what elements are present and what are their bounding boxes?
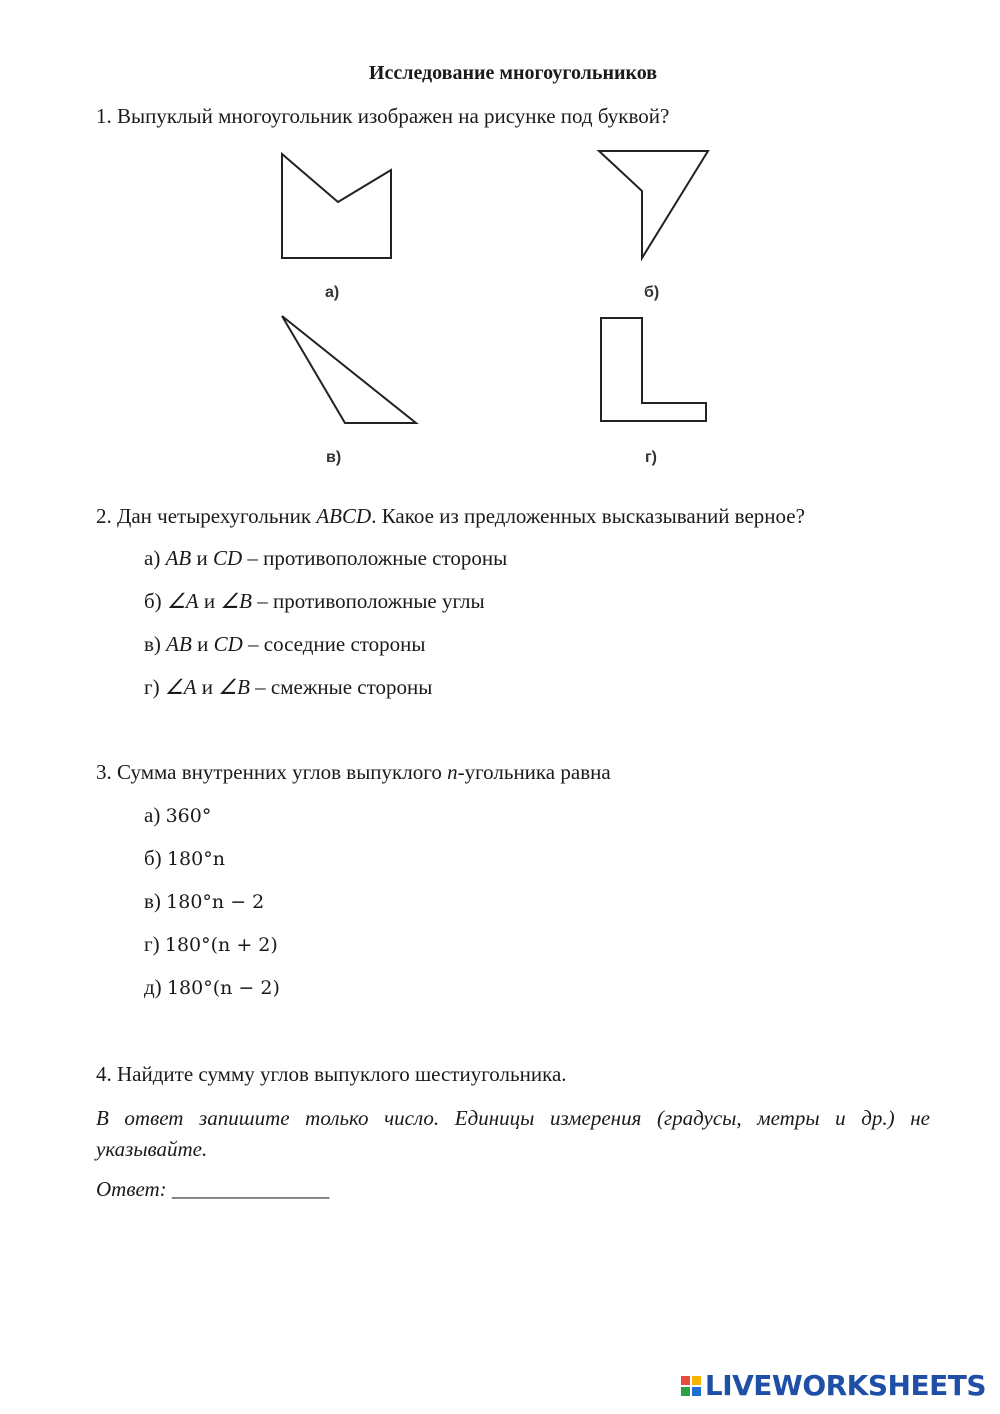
figure-b-concave-quadrilateral <box>599 151 708 258</box>
question-4-text: 4. Найдите сумму углов выпуклого шестиугольника. <box>96 1062 567 1086</box>
figure-g-l-shape <box>601 318 706 421</box>
worksheet-title: Исследование многоугольников <box>368 62 658 84</box>
question-3-option-b: б) 180°n <box>144 846 225 870</box>
figure-v-triangle <box>282 316 416 423</box>
figure-label-v: в) <box>326 449 342 466</box>
question-4-instruction: В ответ запишите только число. Единицы измерения (градусы, метры и др.) не указывайте. <box>96 1106 930 1161</box>
question-3-pre: 3. Сумма внутренних углов выпуклого <box>96 760 448 784</box>
logo-square-red <box>681 1376 690 1385</box>
logo-square-blue <box>692 1387 701 1396</box>
liveworksheets-logo-text: LIVEWORKSHEETS <box>704 1369 986 1402</box>
question-2-option-a: а) AB и CD – противоположные стороны <box>144 546 508 570</box>
question-1-text: 1. Выпуклый многоугольник изображен на рисунке под буквой? <box>96 104 670 128</box>
question-3-var: n <box>447 760 458 784</box>
quadrilateral-name: ABCD <box>316 504 372 528</box>
liveworksheets-logo <box>681 1369 986 1402</box>
question-2-option-v: в) AB и CD – соседние стороны <box>144 632 426 656</box>
question-2-text <box>96 504 805 529</box>
answer-line[interactable] <box>96 1177 329 1202</box>
question-2-option-b: б) ∠A и ∠B – противоположные углы <box>144 589 485 613</box>
figure-label-a: а) <box>325 284 340 301</box>
logo-square-green <box>681 1387 690 1396</box>
question-3-option-a: а) 360° <box>144 803 212 827</box>
question-3-option-d: д) 180°(n − 2) <box>144 975 280 999</box>
question-3-option-g: г) 180°(n + 2) <box>144 932 278 956</box>
figure-a-notched-pentagon <box>282 154 391 258</box>
logo-square-yellow <box>692 1376 701 1385</box>
question-2-pre: 2. Дан четырехугольник <box>96 504 317 528</box>
question-3-text <box>96 760 611 785</box>
figure-label-g: г) <box>645 449 657 466</box>
question-3-post: -угольника равна <box>457 760 611 784</box>
question-2-post: . Какое из предложенных высказываний верное? <box>371 504 805 528</box>
question-3-option-v: в) 180°n − 2 <box>144 889 265 913</box>
question-2-option-g: г) ∠A и ∠B – смежные стороны <box>144 675 433 699</box>
figure-label-b: б) <box>644 284 660 301</box>
answer-blank[interactable]: _______________ <box>171 1177 330 1201</box>
answer-label: Ответ: <box>96 1177 167 1201</box>
liveworksheets-logo-icon <box>681 1376 701 1396</box>
